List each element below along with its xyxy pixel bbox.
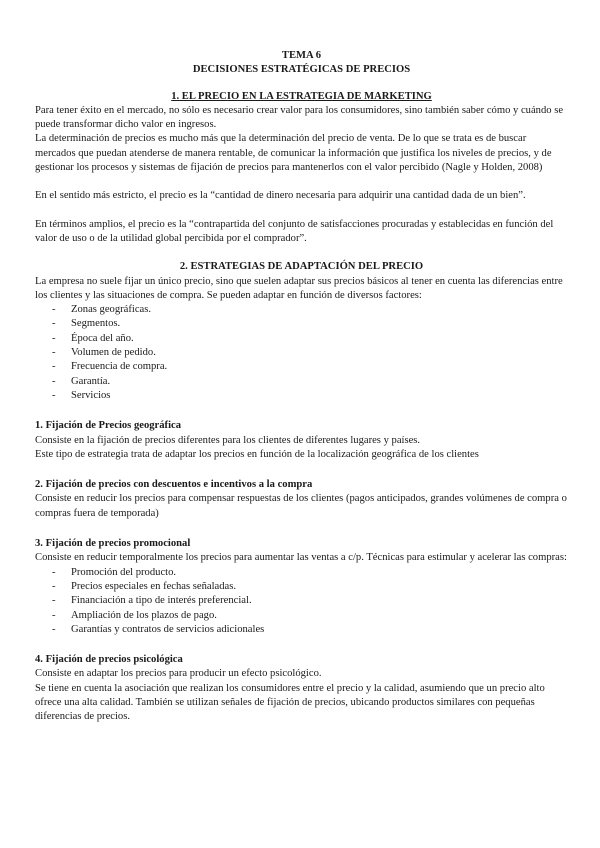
list-item: - Financiación a tipo de interés preferencial.: [52, 595, 252, 607]
list-item: - Precios especiales en fechas señaladas.: [52, 580, 237, 592]
list-item: - Servicios: [52, 389, 111, 401]
section2-heading: 2. ESTRATEGIAS DE ADAPTACIÓN DEL PRECIO: [179, 261, 424, 273]
section1-paragraph: Para tener éxito en el mercado, no sólo es necesario crear valor para los consumidores, sino también saber cómo y cuándo se puede transformar dicho valor en ingresos.: [35, 104, 564, 131]
factors-list: [35, 303, 568, 403]
list-item: - Zonas geográficas.: [52, 304, 152, 316]
section1-paragraph: La determinación de precios es mucho más que la determinación del precio de venta. De lo que se trata es de buscar mercados que puedan atenderse de manera rentable, de comunicar la información que justifica los niveles de precios, y de gestionar los procesos y sistemas de fijación de precios para mantenerlos con el valor percibido (Nagle y Holden, 2008): [35, 133, 552, 174]
promocional-paragraph: Consiste en reducir temporalmente los precios para aumentar las ventas a c/p. Técnicas para estimular y acelerar las compras:: [35, 552, 567, 564]
geo-heading: 1. Fijación de Precios geográfica: [35, 420, 182, 432]
descuentos-heading: 2. Fijación de precios con descuentos e incentivos a la compra: [35, 479, 313, 491]
section1-paragraph: En el sentido más estricto, el precio es la “cantidad de dinero necesaria para adquirir una cantidad dada de un bien”.: [35, 190, 526, 202]
promocional-heading: 3. Fijación de precios promocional: [35, 538, 191, 550]
psicologica-paragraph: Se tiene en cuenta la asociación que realizan los consumidores entre el precio y la calidad, asumiendo que un precio alto ofrece una alta calidad. También se utilizan señales de fijación de precios, ubicando productos similares con pequeñas diferencias de precios.: [35, 682, 545, 723]
psicologica-paragraph: Consiste en adaptar los precios para producir un efecto psicológico.: [35, 668, 322, 680]
section1-heading: 1. EL PRECIO EN LA ESTRATEGIA DE MARKETING: [171, 90, 432, 102]
list-item: - Garantía.: [52, 375, 111, 387]
list-item: - Frecuencia de compra.: [52, 361, 168, 373]
tema-label: TEMA 6: [281, 50, 322, 61]
document-page: [35, 49, 568, 725]
geo-paragraph: Consiste en la fijación de precios diferentes para los clientes de diferentes lugares y países.: [35, 434, 421, 446]
list-item: - Promoción del producto.: [52, 566, 177, 578]
section2-intro: La empresa no suele fijar un único precio, sino que suelen adaptar sus precios básicos al tener en cuenta las diferencias entre los clientes y las situaciones de compra. Se pueden adaptar en función de diversos factores:: [35, 275, 563, 301]
section1-paragraph: En términos amplios, el precio es la “contrapartida del conjunto de satisfacciones procuradas y establecidas en función del valor de uso o de la utilidad global percibida por el comprador”.: [35, 218, 554, 244]
list-item: - Volumen de pedido.: [52, 347, 156, 359]
list-item: - Garantías y contratos de servicios adicionales: [52, 623, 265, 635]
list-item: - Segmentos.: [52, 318, 121, 330]
list-item: - Ampliación de los plazos de pago.: [52, 609, 217, 621]
descuentos-paragraph: Consiste en reducir los precios para compensar respuestas de los clientes (pagos anticipados, grandes volúmenes de compra o compras fuera de temporada): [35, 493, 567, 519]
list-item: - Época del año.: [52, 332, 134, 344]
geo-paragraph: Este tipo de estrategia trata de adaptar los precios en función de la localización geográfica de los clientes: [35, 448, 479, 460]
psicologica-heading: 4. Fijación de precios psicológica: [35, 654, 183, 666]
promocional-list: [35, 566, 568, 637]
page-title: DECISIONES ESTRATÉGICAS DE PRECIOS: [192, 64, 411, 76]
